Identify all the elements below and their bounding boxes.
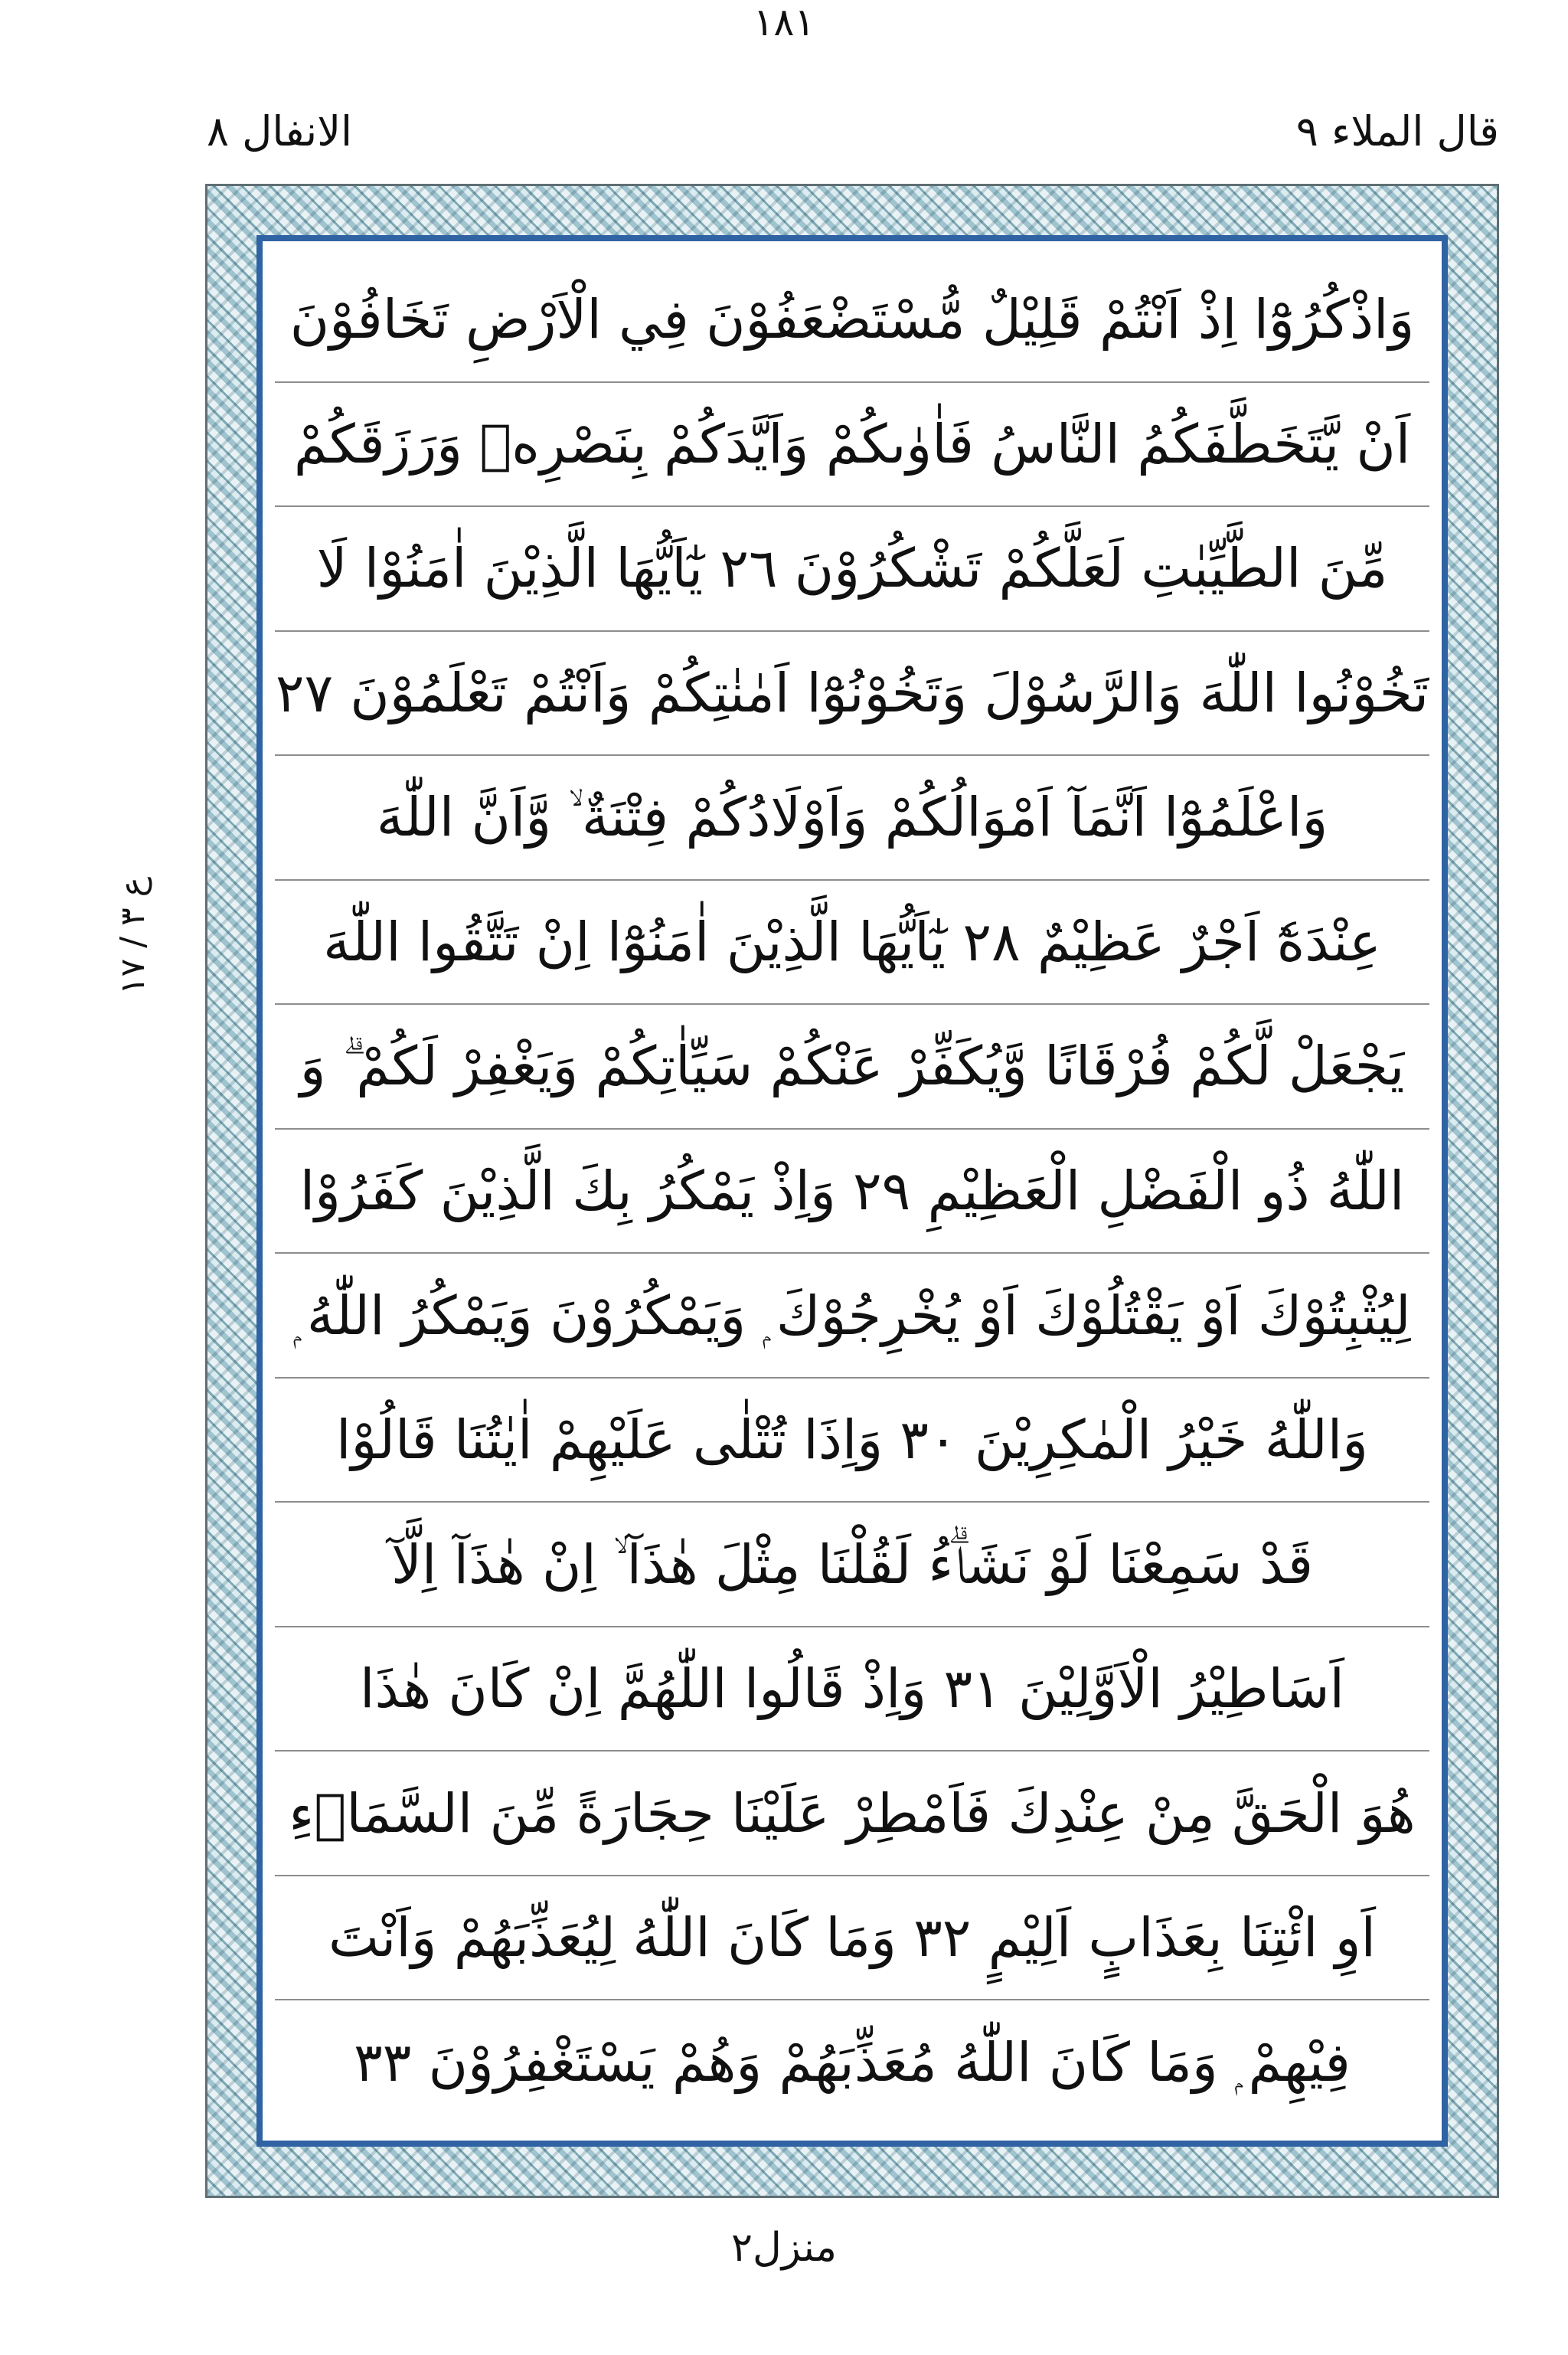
verse-line-9: لِيُثْبِتُوْكَ اَوْ يَقْتُلُوْكَ اَوْ يُخْرِجُوْكَ ۭ وَيَمْكُرُوْنَ وَيَمْكُرُ اللّٰهُ ۭ xyxy=(275,1254,1429,1379)
verse-line-15: فِيْهِمْ ۭ وَمَا كَانَ اللّٰهُ مُعَذِّبَهُمْ وَهُمْ يَسْتَغْفِرُوْنَ ٣٣ xyxy=(354,2030,1351,2094)
verse-line-7: يَجْعَلْ لَّكُمْ فُرْقَانًا وَّيُكَفِّرْ عَنْكُمْ سَيِّاٰتِكُمْ وَيَغْفِرْ لَكُمْ ۗ وَ xyxy=(275,1005,1429,1130)
verse-panel xyxy=(275,258,1429,2124)
verse-line-14: اَوِ ائْتِنَا بِعَذَابٍ اَلِيْمٍ ٣٢ وَمَا كَانَ اللّٰهُ لِيُعَذِّبَهُمْ وَاَنْتَ xyxy=(275,1876,1429,2001)
verse-line-11: قَدْ سَمِعْنَا لَوْ نَشَاۗءُ لَقُلْنَا مِثْلَ هٰذَآ ۙ اِنْ هٰذَآ اِلَّآ xyxy=(275,1503,1429,1627)
ruku-marker: ع ٣ / ١٧ xyxy=(113,877,152,995)
verse-line-1: وَاذْكُرُوْٓا اِذْ اَنْتُمْ قَلِيْلٌ مُّسْتَضْعَفُوْنَ فِي الْاَرْضِ تَخَافُوْنَ xyxy=(275,258,1429,383)
page-number: ١٨١ xyxy=(753,0,815,44)
verse-line-4: تَخُوْنُوا اللّٰهَ وَالرَّسُوْلَ وَتَخُوْنُوْٓا اَمٰنٰتِكُمْ وَاَنْتُمْ تَعْلَمُوْنَ ٢٧ xyxy=(275,632,1429,757)
verse-line-2: اَنْ يَّتَخَطَّفَكُمُ النَّاسُ فَاٰوٰىكُمْ وَاَيَّدَكُمْ بِنَصْرِهٖ وَرَزَقَكُمْ xyxy=(275,383,1429,508)
text-frame xyxy=(256,235,1448,2147)
verse-line-12: اَسَاطِيْرُ الْاَوَّلِيْنَ ٣١ وَاِذْ قَالُوا اللّٰهُمَّ اِنْ كَانَ هٰذَا xyxy=(275,1627,1429,1752)
juz-name: قال الملاء ٩ xyxy=(1295,107,1499,155)
verse-line-5: وَاعْلَمُوْٓا اَنَّمَآ اَمْوَالُكُمْ وَاَوْلَادُكُمْ فِتْنَةٌ ۙ وَّاَنَّ اللّٰهَ xyxy=(275,756,1429,881)
decorative-border xyxy=(205,184,1499,2198)
verse-line-6: عِنْدَهٗٓ اَجْرٌ عَظِيْمٌ ٢٨ يٰٓاَيُّهَا الَّذِيْنَ اٰمَنُوْٓا اِنْ تَتَّقُوا اللّٰهَ xyxy=(275,881,1429,1006)
surah-name: الانفال ٨ xyxy=(207,107,353,155)
manzil-label: منزل٢ xyxy=(731,2225,837,2271)
verse-line-13: هُوَ الْحَقَّ مِنْ عِنْدِكَ فَاَمْطِرْ عَلَيْنَا حِجَارَةً مِّنَ السَّمَاۗءِ xyxy=(275,1752,1429,1876)
verse-line-8: اللّٰهُ ذُو الْفَضْلِ الْعَظِيْمِ ٢٩ وَاِذْ يَمْكُرُ بِكَ الَّذِيْنَ كَفَرُوْا xyxy=(275,1130,1429,1254)
verse-line-3: مِّنَ الطَّيِّبٰتِ لَعَلَّكُمْ تَشْكُرُوْنَ ٢٦ يٰٓاَيُّهَا الَّذِيْنَ اٰمَنُوْا لَا xyxy=(275,507,1429,632)
verse-line-10: وَاللّٰهُ خَيْرُ الْمٰكِرِيْنَ ٣٠ وَاِذَا تُتْلٰى عَلَيْهِمْ اٰيٰتُنَا قَالُوْا xyxy=(275,1379,1429,1503)
